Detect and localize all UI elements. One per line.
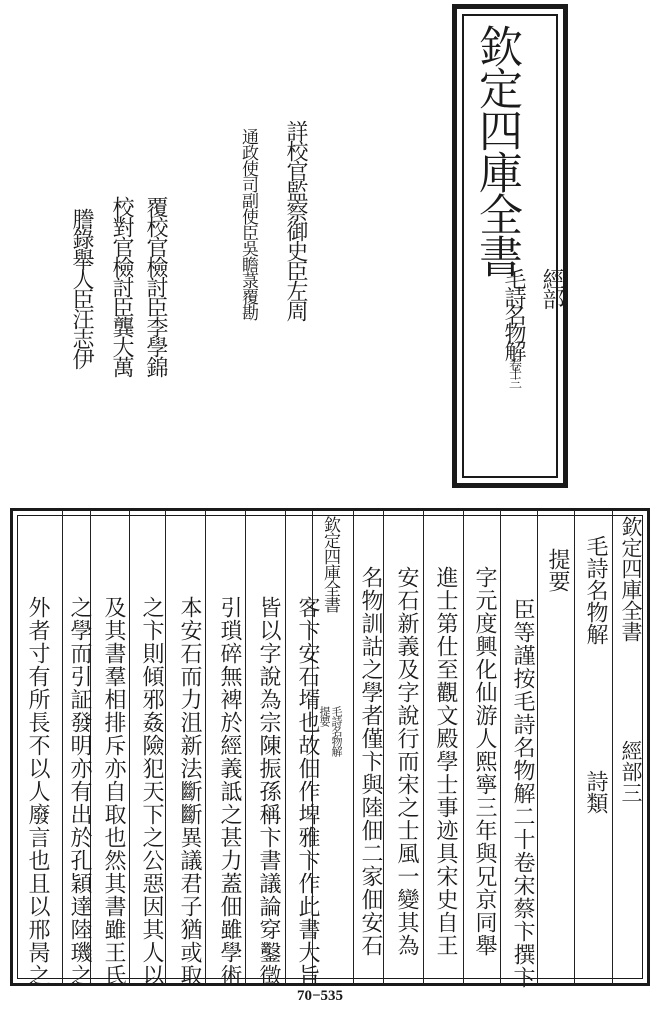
text-column: 臣等謹按毛詩名物解二十卷宋蔡卞撰卞 (510, 598, 535, 989)
column-rule (612, 510, 613, 984)
text-column: 客卞安石壻也故佃作埤雅卞作此書大旨 (295, 596, 320, 987)
page-header-category: 經部三 (619, 740, 643, 803)
tiyao-label: 提要 (545, 548, 570, 592)
gutter-book: 毛詩名物解 (330, 706, 343, 756)
gutter-title: 欽定四庫全書 (320, 516, 340, 612)
page-number: 70−535 (297, 988, 344, 1004)
column-rule (353, 510, 354, 984)
text-column: 字元度興化仙游人熙寧三年與兄京同舉 (472, 566, 497, 957)
text-column: 安石新義及字說行而宋之士風一變其為 (394, 566, 419, 957)
column-rule (129, 510, 130, 984)
gutter-tiyao: 提要 (318, 706, 331, 726)
cover-category: 經部 (539, 268, 564, 308)
text-column: 皆以字說為宗陳振孫稱卞書議論穿鑿徵 (256, 596, 281, 987)
cover-book-title (498, 268, 529, 385)
credit-line: 通政使司副使臣吳瞻菉覆勘 (238, 128, 258, 320)
cover-book-volume: 卷十三 (506, 358, 521, 385)
page-header-title: 欽定四庫全書 (619, 516, 643, 642)
column-rule (62, 510, 63, 984)
credit-line: 謄錄舉人臣汪志伊 (69, 208, 94, 368)
class-label: 詩類 (583, 770, 608, 814)
book-name: 毛詩名物解 (583, 535, 608, 645)
column-rule (500, 510, 501, 984)
text-column: 引瑣碎無裨於經義詆之甚力蓋佃雖學術 (217, 596, 242, 987)
cartouche-inner-border (462, 14, 564, 478)
credit-line: 覆校官檢討臣李學錦 (143, 196, 168, 376)
title-cartouche (452, 4, 568, 488)
text-column: 及其書羣相排斥亦自取也然其書雖王氏 (101, 596, 126, 987)
column-rule (285, 510, 286, 984)
text-column: 之學而引証發明亦有出於孔穎達陸璣之 (67, 596, 92, 987)
text-column: 外者寸有所長不以人廢言也且以邢昺之 (25, 596, 50, 987)
text-column: 進士第仕至觀文殿學士事迹具宋史自王 (433, 566, 458, 957)
credit-line: 校對官檢討臣龔大萬 (109, 196, 134, 376)
column-rule (574, 510, 575, 984)
credit-line: 詳校官監察御史臣左周 (283, 120, 308, 320)
text-column: 之卞則傾邪姦險犯天下之公惡因其人以 (139, 596, 164, 987)
text-column: 名物訓詁之學者僅卞與陸佃二家佃安石 (358, 566, 383, 957)
column-rule (205, 510, 206, 984)
column-rule (463, 510, 464, 984)
text-column: 本安石而力沮新法斷斷異議君子猶或取 (177, 596, 202, 987)
column-rule (423, 510, 424, 984)
cover-book-name: 毛詩名物解 (501, 268, 526, 358)
cover-title: 欽定四庫全書 (471, 24, 522, 276)
column-rule (245, 510, 246, 984)
